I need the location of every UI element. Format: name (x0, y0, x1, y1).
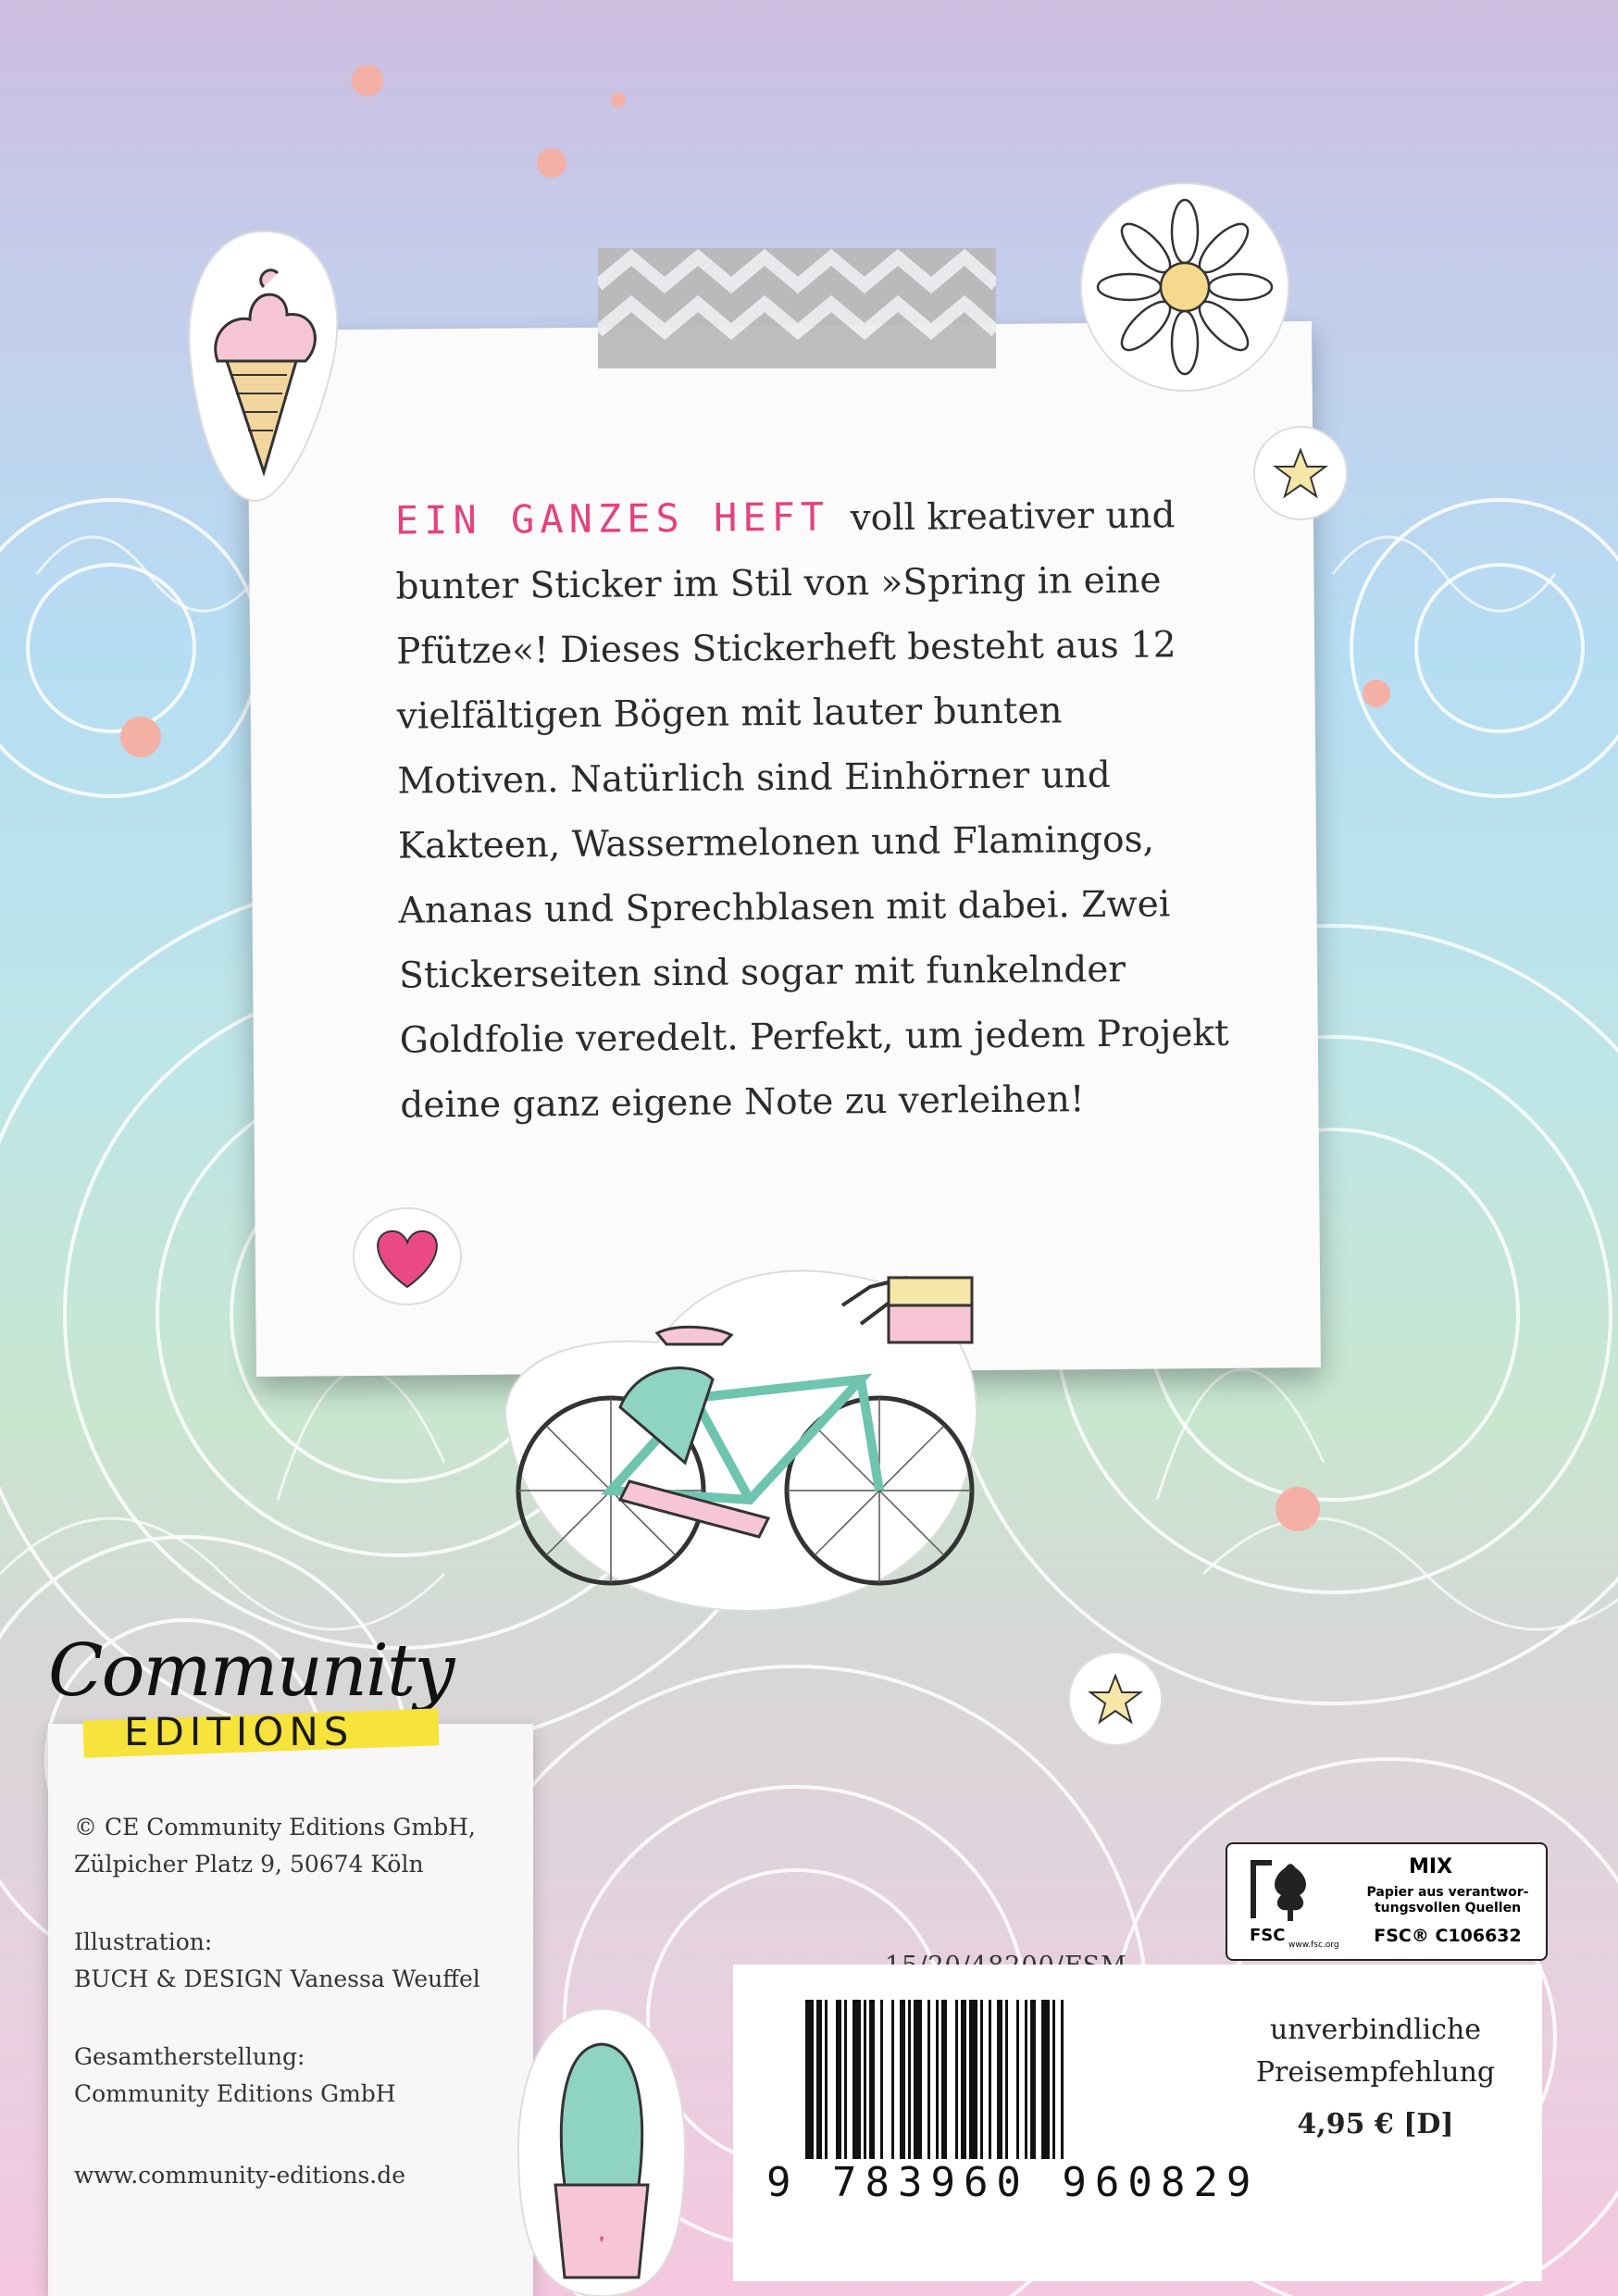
barcode-bar (908, 2000, 911, 2185)
barcode-bar (853, 2000, 861, 2185)
imprint-copyright-line2: Zülpicher Platz 9, 50674 Köln (74, 1851, 424, 1878)
barcode-bar (1041, 2000, 1050, 2185)
imprint-production-label: Gesamtherstellung: (74, 2043, 305, 2070)
barcode-bar (989, 2000, 991, 2185)
barcode-bar (1005, 2000, 1008, 2185)
price-value: 4,95 € [D] (1297, 2108, 1454, 2140)
barcode-bar (844, 2000, 847, 2185)
imprint-production-value: Community Editions GmbH (74, 2080, 396, 2107)
fsc-mix: MIX (1409, 1855, 1453, 1878)
barcode-bar (1061, 2000, 1064, 2185)
washi-tape (598, 248, 996, 368)
decor-dot (1276, 1487, 1320, 1531)
imprint-illustration-value: BUCH & DESIGN Vanessa Weuffel (74, 1965, 480, 1992)
barcode-bar (864, 2000, 866, 2185)
logo-editions: EDITIONS (124, 1709, 355, 1754)
ice-cream-sticker (176, 222, 352, 518)
decor-dot (1363, 680, 1390, 707)
barcode-bar (961, 2000, 966, 2185)
barcode-bars (805, 2000, 1213, 2185)
fsc-logo-label: FSC (1250, 1926, 1286, 1945)
daisy-sticker (1074, 176, 1296, 398)
barcode-bar (980, 2000, 983, 2185)
barcode-bar (900, 2000, 905, 2185)
barcode-bar (825, 2000, 828, 2185)
barcode-bar (955, 2000, 958, 2185)
description-body: voll kreativer und bunter Sticker im Stil von »Spring in eine Pfütze«! Dieses Stickerheft besteht aus 12 vielfältigen Bögen mit lauter bunten Motiven. Natürlich sind Einhörner und Kakteen, Wassermelonen und Flamingos, Ananas und Sprechblasen mit dabei. Zwei Stickerseiten sind sogar mit funkelnder Goldfolie veredelt. Perfekt, um jedem Projekt deine ganz eigene Note zu verleihen! (395, 494, 1229, 1127)
barcode-bar (927, 2000, 930, 2185)
price-label-line1: unverbindliche (1269, 2014, 1482, 2046)
publisher-logo (48, 1629, 454, 1754)
barcode-bar (936, 2000, 939, 2185)
barcode-bar (869, 2000, 875, 2185)
decor-dot (352, 65, 383, 96)
description-text (395, 481, 1234, 1139)
price-box (1227, 2009, 1524, 2146)
barcode-bar (1030, 2000, 1036, 2185)
barcode-bar (880, 2000, 883, 2185)
decor-dot (120, 717, 161, 757)
fsc-tree-icon (1244, 1853, 1327, 1924)
decor-dot (611, 93, 626, 107)
fsc-text: Papier aus verantwor-tungsvollen Quellen (1366, 1885, 1529, 1915)
imprint-card (48, 1724, 533, 2296)
imprint-website: www.community-editions.de (74, 2162, 406, 2189)
barcode-bar (1052, 2000, 1055, 2185)
description-highlight: EIN GANZES HEFT (394, 493, 830, 543)
barcode-bar (969, 2000, 977, 2185)
logo-script: Community (48, 1629, 454, 1713)
imprint-illustration-label: Illustration: (74, 1928, 213, 1955)
barcode-bar (997, 2000, 1002, 2185)
fsc-label (1226, 1842, 1548, 1961)
price-label-line2: Preisempfehlung (1255, 2056, 1496, 2089)
star-sticker (1250, 422, 1351, 524)
barcode-bar (836, 2000, 841, 2185)
barcode-bar (805, 2000, 814, 2185)
barcode-bar (914, 2000, 922, 2185)
barcode-bar (1025, 2000, 1027, 2185)
heart-sticker (352, 1205, 463, 1307)
fsc-code: FSC® C106632 (1374, 1926, 1522, 1946)
fsc-url: www.fsc.org (1288, 1940, 1339, 1950)
barcode-digits: 9 783960 960829 (766, 2159, 1260, 2206)
barcode-bar (816, 2000, 822, 2185)
star-sticker (1064, 1648, 1166, 1750)
cactus-sticker (500, 2000, 703, 2296)
barcode-bar (1016, 2000, 1019, 2185)
decor-dot (537, 148, 566, 178)
bicycle-sticker (472, 1222, 990, 1629)
barcode-bar (941, 2000, 947, 2185)
barcode-bar (891, 2000, 894, 2185)
imprint-copyright-line1: © CE Community Editions GmbH, (74, 1814, 476, 1841)
